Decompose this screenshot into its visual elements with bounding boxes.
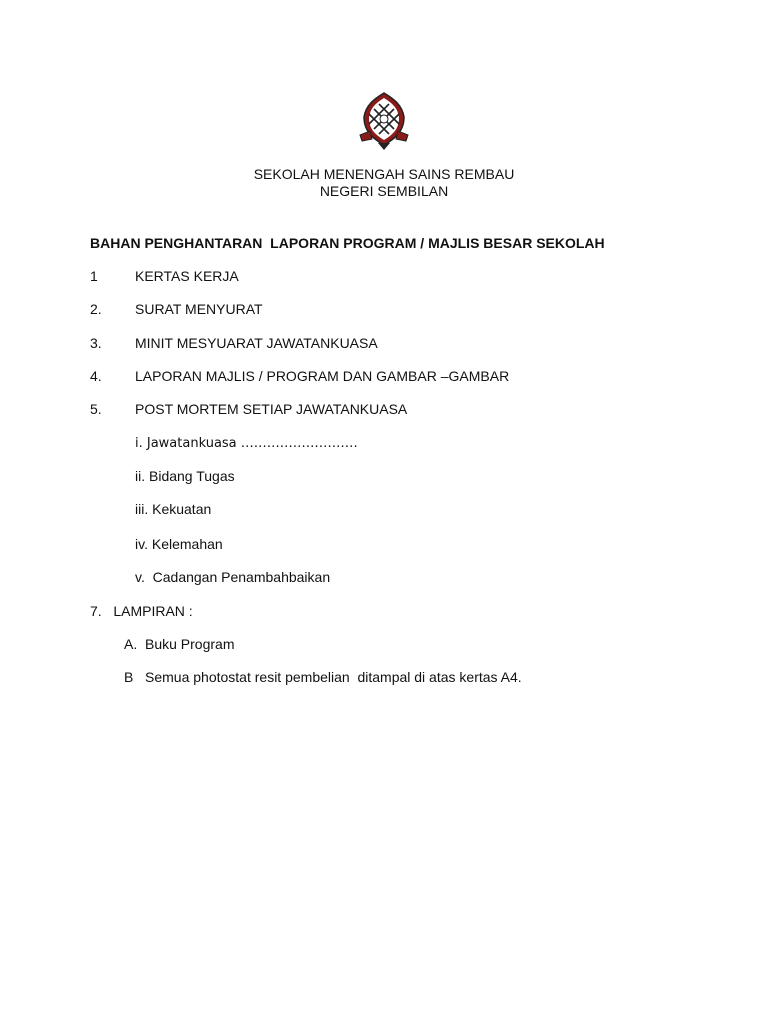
item-text: KERTAS KERJA [135, 268, 239, 284]
subitem-jawatankuasa: i. Jawatankuasa ……………………… [135, 436, 358, 451]
item-number: 2. [90, 301, 102, 317]
document-heading: BAHAN PENGHANTARAN LAPORAN PROGRAM / MAJLIS BESAR SEKOLAH [90, 235, 605, 251]
subitem-kelemahan: iv. Kelemahan [135, 536, 223, 552]
lampiran-label: 7. LAMPIRAN : [90, 603, 193, 619]
item-text: LAPORAN MAJLIS / PROGRAM DAN GAMBAR –GAMBAR [135, 368, 510, 384]
lampiran-item-a: A. Buku Program [124, 636, 235, 652]
item-number: 5. [90, 401, 102, 417]
school-crest-logo [356, 91, 412, 151]
school-name-line2: NEGERI SEMBILAN [319, 183, 449, 199]
item-text: MINIT MESYUARAT JAWATANKUASA [135, 335, 378, 351]
subitem-kekuatan: iii. Kekuatan [135, 501, 212, 517]
item-text: SURAT MENYURAT [135, 301, 263, 317]
item-text: POST MORTEM SETIAP JAWATANKUASA [135, 401, 408, 417]
item-number: 3. [90, 335, 102, 351]
subitem-bidang-tugas: ii. Bidang Tugas [135, 468, 235, 484]
item-number: 1 [90, 268, 98, 284]
lampiran-item-b: B Semua photostat resit pembelian ditampal di atas kertas A4. [124, 669, 522, 685]
subitem-cadangan: v. Cadangan Penambahbaikan [135, 569, 331, 585]
item-number: 4. [90, 368, 102, 384]
school-name-line1: SEKOLAH MENENGAH SAINS REMBAU [253, 166, 515, 182]
